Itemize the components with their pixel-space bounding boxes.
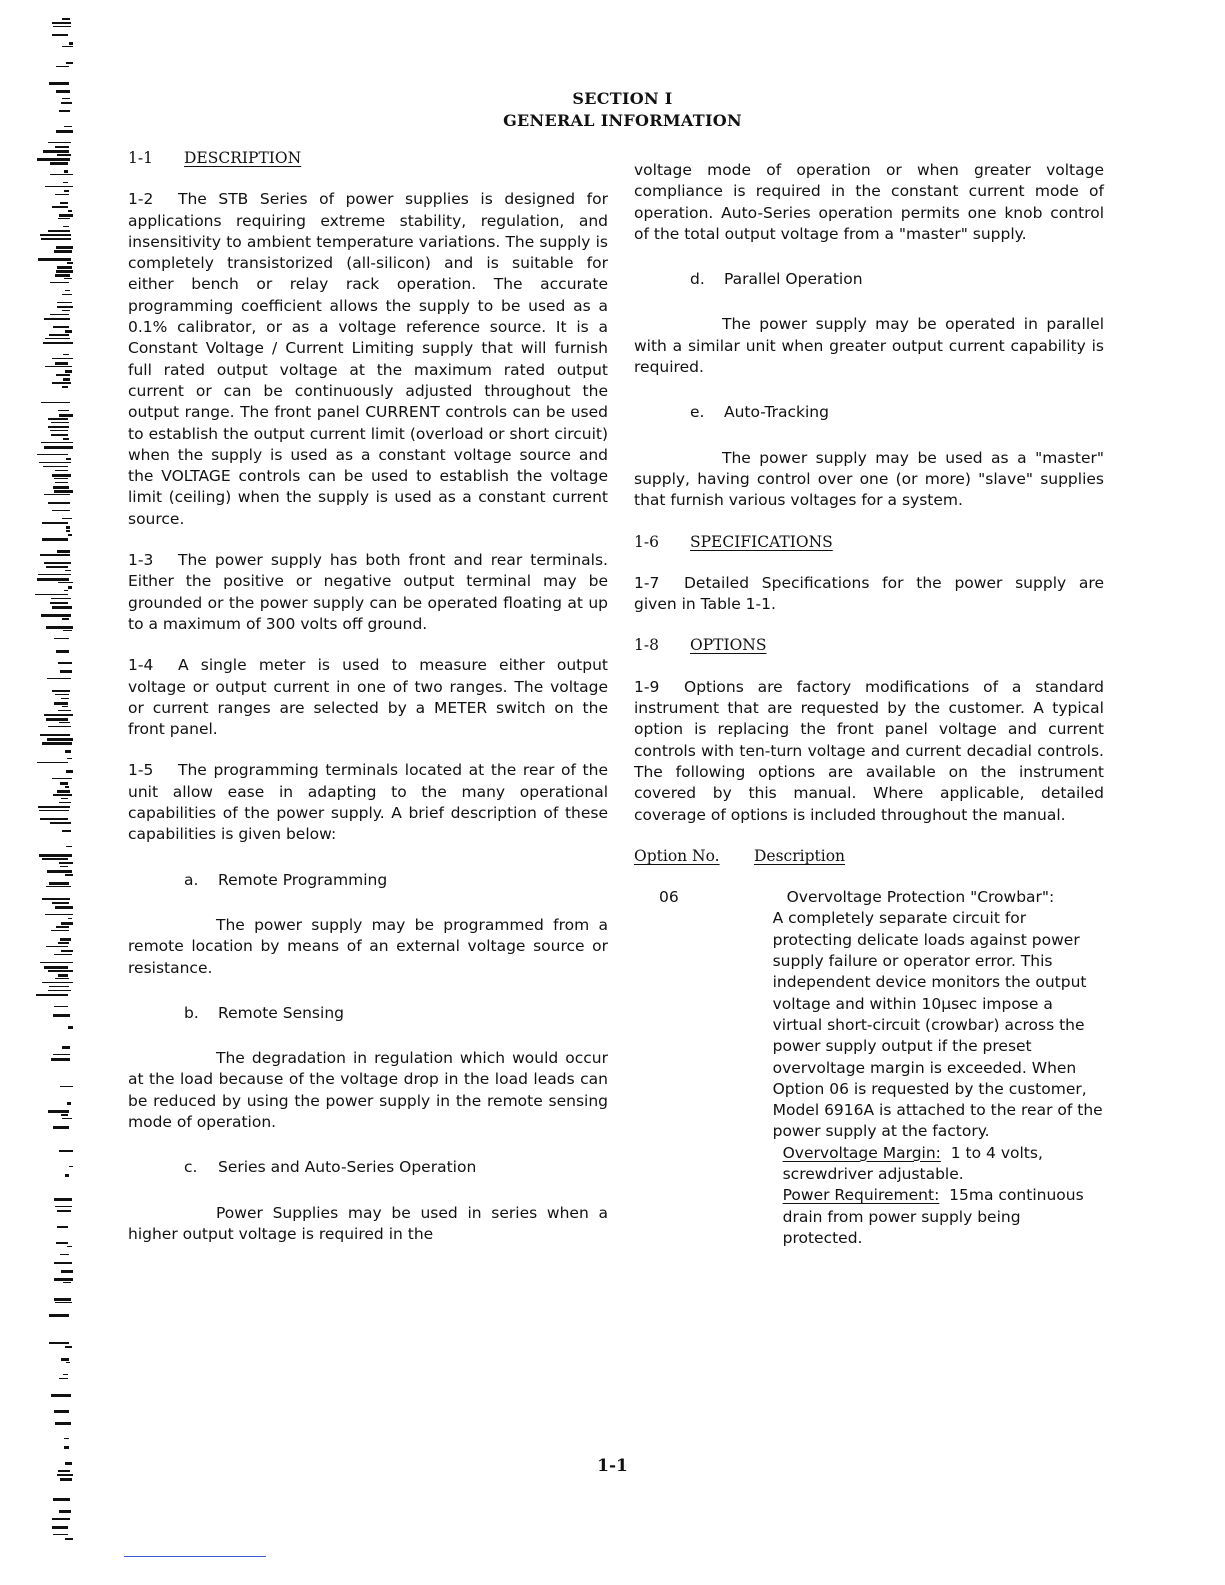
scan-artifact-mark <box>55 906 73 909</box>
scan-artifact-mark <box>56 374 70 376</box>
paragraph-text: The power supply has both front and rear terminals. Either the positive or negative output terminal may be grounded or the power supply can be operated floating at up to a maximum of 300 volts off ground. <box>128 551 608 633</box>
scan-artifact-mark <box>66 770 73 773</box>
scan-artifact-mark <box>59 414 73 417</box>
section-number: SECTION I <box>572 89 673 108</box>
scan-artifact-mark <box>54 638 69 639</box>
scan-artifact-mark <box>55 194 69 195</box>
subheading-letter: d. <box>690 270 705 289</box>
scan-artifact-mark <box>46 946 68 947</box>
scan-artifact-mark <box>63 378 70 381</box>
scan-artifact-mark <box>59 722 70 723</box>
scan-artifact-mark <box>58 582 73 583</box>
scan-artifact-mark <box>61 1358 69 1361</box>
paragraph-remote-sensing: The degradation in regulation which would occur at the load because of the voltage drop in the load leads can be reduced by using the power supply in the remote sensing mode of operation. <box>128 1049 608 1131</box>
scan-artifact-mark <box>36 994 68 996</box>
paragraph-number: 1-3 <box>128 551 154 570</box>
scan-artifact-mark <box>53 1054 70 1055</box>
heading-description <box>128 148 608 169</box>
scan-artifact-mark <box>60 202 68 204</box>
scan-artifact-mark <box>58 410 69 411</box>
right-column <box>634 160 1104 1249</box>
scan-artifact-mark <box>60 1254 69 1255</box>
scan-artifact-mark <box>68 1026 73 1029</box>
scan-artifact-mark <box>65 330 72 333</box>
scan-artifact-mark <box>66 530 70 532</box>
paragraph-1-9 <box>634 677 1104 826</box>
subheading-remote-sensing <box>128 1003 608 1024</box>
scan-artifact-mark <box>54 1410 69 1413</box>
scan-artifact-mark <box>52 474 71 477</box>
options-table-header <box>634 846 1104 867</box>
scan-artifact-mark <box>63 226 69 227</box>
scan-artifact-mark <box>46 718 68 721</box>
scan-artifact-mark <box>53 1498 70 1501</box>
spec-label: Overvoltage Margin: <box>782 1143 941 1162</box>
scan-artifact-mark <box>53 1534 68 1535</box>
scan-artifact-mark <box>52 22 71 24</box>
heading-title: OPTIONS <box>690 636 767 655</box>
scan-artifact-mark <box>68 586 72 589</box>
scan-artifact-mark <box>62 46 73 47</box>
scan-artifact-mark <box>62 310 70 311</box>
scan-artifact-mark <box>65 1174 69 1177</box>
paragraph-number: 1-7 <box>634 573 660 592</box>
scan-artifact-mark <box>40 734 70 736</box>
scan-artifact-mark <box>55 470 68 471</box>
scan-artifact-mark <box>45 366 72 367</box>
scan-artifact-mark <box>51 1394 71 1397</box>
scan-artifact-mark <box>67 1246 72 1247</box>
column-header-description: Description <box>754 846 846 865</box>
scan-artifact-mark <box>69 42 73 45</box>
scan-artifact-mark <box>65 874 73 876</box>
paragraph-number: 1-9 <box>634 677 660 696</box>
scan-artifact-mark <box>44 966 68 969</box>
scan-artifact-mark <box>58 218 70 219</box>
scan-artifact-mark <box>59 1378 68 1379</box>
scan-artifact-mark <box>49 82 69 85</box>
scan-artifact-mark <box>48 418 68 420</box>
scan-artifact-mark <box>62 1118 72 1119</box>
scan-artifact-mark <box>48 726 71 727</box>
scan-artifact-mark <box>43 466 68 467</box>
subheading-auto-tracking <box>634 402 1104 423</box>
subheading-title: Remote Sensing <box>218 1003 344 1022</box>
scan-artifact-mark <box>48 1110 69 1113</box>
subheading-letter: c. <box>184 1158 198 1177</box>
scan-artifact-mark <box>52 510 70 511</box>
scan-artifact-mark <box>57 154 71 156</box>
scan-artifact-mark <box>60 1086 73 1087</box>
scan-artifact-mark <box>46 626 73 629</box>
scan-artifact-mark <box>52 606 72 609</box>
scan-artifact-mark <box>41 402 70 403</box>
scan-artifact-mark <box>55 1422 71 1425</box>
scan-artifact-mark <box>66 526 70 529</box>
scan-artifact-mark <box>65 750 71 753</box>
scan-artifact-mark <box>63 630 72 631</box>
subheading-parallel-operation <box>634 269 1104 290</box>
scan-artifact-mark <box>48 970 73 972</box>
scan-artifact-mark <box>41 614 71 617</box>
scan-artifact-mark <box>49 1314 69 1317</box>
scan-artifact-mark <box>64 170 68 173</box>
paragraph-1-3 <box>128 550 608 635</box>
paragraph-series-operation: Power Supplies may be used in series when a higher output voltage is required in the <box>128 1203 608 1243</box>
scan-artifact-mark <box>53 26 71 27</box>
scan-artifact-mark <box>53 326 69 328</box>
paragraph-number: 1-2 <box>128 190 154 209</box>
scan-artifact-mark <box>62 18 70 20</box>
scan-artifact-mark <box>42 858 68 860</box>
scan-artifact-mark <box>42 538 68 541</box>
scan-artifact-mark <box>52 1518 70 1520</box>
paragraph-1-2 <box>128 189 608 530</box>
heading-number: 1-1 <box>128 149 153 167</box>
scan-artifact-mark <box>37 762 68 763</box>
scan-artifact-mark <box>35 594 68 595</box>
scan-artifact-mark <box>44 318 70 320</box>
scan-artifact-mark <box>65 1346 72 1348</box>
scan-artifact-mark <box>68 210 72 212</box>
scan-artifact-mark <box>54 1198 72 1201</box>
scan-artifact-mark <box>62 518 72 519</box>
section-title: GENERAL INFORMATION <box>503 111 742 130</box>
scan-artifact-mark <box>52 382 71 384</box>
scan-artifact-mark <box>47 738 73 741</box>
heading-title: DESCRIPTION <box>184 149 302 167</box>
scan-artifact-mark <box>45 914 73 915</box>
scan-artifact-mark <box>48 230 70 232</box>
heading-title: SPECIFICATIONS <box>690 532 833 551</box>
subheading-series-operation <box>128 1157 608 1178</box>
scan-artifact-mark <box>54 1262 72 1264</box>
scan-artifact-mark <box>53 1126 69 1129</box>
scan-artifact-mark <box>64 590 68 591</box>
scan-artifact-mark <box>67 758 72 759</box>
spec-value: 15ma continuous drain from power supply being protected. <box>782 1186 1084 1247</box>
scan-artifact-mark <box>58 942 69 944</box>
scan-artifact-mark <box>48 142 71 143</box>
scan-artifact-mark <box>65 786 69 788</box>
scan-artifact-mark <box>40 818 68 820</box>
spec-value: 1 to 4 volts, screwdriver adjustable. <box>782 1143 1043 1183</box>
scan-artifact-mark <box>55 274 70 277</box>
scan-artifact-mark <box>50 314 69 315</box>
scan-artifact-mark <box>61 1114 68 1116</box>
scan-artifact-mark <box>39 854 72 857</box>
scan-artifact-mark <box>59 1150 73 1152</box>
scan-artifact-mark <box>54 1298 71 1301</box>
scan-artifact-mark <box>50 282 69 283</box>
scan-artifact-mark <box>48 426 69 428</box>
scan-artifact-mark <box>55 978 69 979</box>
scan-artifact-mark <box>44 714 73 716</box>
scan-artifact-mark <box>64 278 72 279</box>
scan-artifact-mark <box>44 446 73 449</box>
paragraph-remote-programming: The power supply may be programmed from a remote location by means of an external voltage source or resistance. <box>128 915 608 977</box>
scan-artifact-mark <box>55 482 68 483</box>
scan-artifact-mark <box>68 534 72 536</box>
scan-artifact-mark <box>38 574 71 575</box>
scan-artifact-mark <box>50 602 68 604</box>
scan-artifact-mark <box>65 1538 73 1540</box>
scan-artifact-mark <box>60 782 68 785</box>
scan-artifact-mark <box>54 250 72 253</box>
scan-artifact-mark <box>49 986 69 987</box>
scan-artifact-mark <box>43 342 73 344</box>
paragraph-text: The STB Series of power supplies is designed for applications requiring extreme stability, regulation, and insensitivity to ambient temperature variations. The supply is completely transistorized (all-silicon) and is suitable for either bench or relay rack operation. The accurate programming coefficient allows the supply to be used as a 0.1% calibrator, or as a voltage reference source. It is a Constant Voltage / Current Limiting supply that will furnish full rated output voltage at the maximum rated output current or can be continuously adjusted throughout the output range. The front panel CURRENT controls can be used to establish the output current limit (overload or short circuit) when the supply is used as a constant voltage source and the VOLTAGE controls can be used to establish the voltage limit (ceiling) when the supply is used as a constant current source. <box>128 190 608 528</box>
scan-artifact-mark <box>38 806 70 808</box>
scan-artifact-mark <box>56 650 69 653</box>
scan-artifact-mark <box>56 926 69 928</box>
left-column <box>128 148 608 1245</box>
paragraph-number: 1-5 <box>128 761 154 780</box>
scan-artifact-mark <box>51 422 69 423</box>
heading-number: 1-8 <box>634 636 659 655</box>
scan-artifact-mark <box>63 354 69 355</box>
scan-artifact-mark <box>52 902 69 904</box>
scan-artifact-mark <box>47 870 72 873</box>
scan-artifact-mark <box>54 954 72 955</box>
scan-artifact-mark <box>66 1362 70 1363</box>
scan-artifact-mark <box>64 190 69 192</box>
option-description <box>773 887 1104 1249</box>
scan-artifact-mark <box>63 1282 71 1283</box>
paragraph-parallel-operation: The power supply may be operated in parallel with a similar unit when greater output current capability is required. <box>634 315 1104 377</box>
option-title: Overvoltage Protection "Crowbar": <box>786 888 1055 907</box>
scan-artifact-mark <box>59 802 71 803</box>
paragraph-1-4 <box>128 655 608 740</box>
subheading-title: Parallel Operation <box>724 270 863 289</box>
scan-artifact-mark <box>46 886 71 887</box>
scan-artifact-mark <box>57 266 72 269</box>
paragraph-1-7 <box>634 573 1104 616</box>
scan-artifact-mark <box>50 162 68 165</box>
scan-artifact-mark <box>37 158 70 161</box>
scan-artifact-mark <box>41 442 73 443</box>
scan-artifact-mark <box>61 950 73 952</box>
bottom-edge-line <box>124 1556 266 1557</box>
scan-artifact-mark <box>55 146 69 148</box>
scan-artifact-mark <box>44 494 70 495</box>
scan-artifact-mark <box>40 234 71 236</box>
scan-artifact-mark <box>54 490 73 493</box>
scan-artifact-mark <box>62 618 69 620</box>
heading-number: 1-6 <box>634 532 659 551</box>
scan-artifact-mark <box>38 258 71 261</box>
scan-artifact-mark <box>37 454 68 455</box>
scan-artifact-mark <box>55 1302 72 1303</box>
scan-artifact-mark <box>54 702 68 705</box>
subheading-title: Auto-Tracking <box>724 403 829 422</box>
scan-artifact-mark <box>64 1438 69 1439</box>
scan-artifact-mark <box>60 1478 72 1481</box>
heading-options <box>634 635 1104 656</box>
scan-artifact-mark <box>66 62 73 64</box>
scan-artifact-mark <box>66 458 71 460</box>
scan-artifact-mark <box>57 306 73 308</box>
paragraph-text: The programming terminals located at the rear of the unit allow ease in adapting to the many operational capabilities of the power supply. A brief description of these capabilities is given below: <box>128 761 608 844</box>
scan-artifact-mark <box>52 358 73 359</box>
subheading-title: Series and Auto-Series Operation <box>218 1158 477 1177</box>
scan-artifact-mark <box>55 362 68 365</box>
scan-artifact-mark <box>42 522 68 524</box>
scan-artifact-mark <box>39 810 69 811</box>
scan-artifact-mark <box>47 678 71 679</box>
scan-artifact-mark <box>58 974 68 977</box>
scan-artifact-mark <box>50 822 71 824</box>
scan-artifact-mark <box>45 186 73 187</box>
option-text: A completely separate circuit for protecting delicate loads against power supply failure or operator error. This independent device monitors the output voltage and within 10µsec impose a virtual short-circuit (crowbar) across the power supply output if the preset overvoltage margin is exceeded. When Option 06 is requested by the customer, Model 6916A is attached to the rear of the power supply at the factory. <box>772 909 1103 1141</box>
scan-artifact-mark <box>67 1102 71 1105</box>
scan-artifact-mark <box>52 778 72 779</box>
scan-artifact-mark <box>63 438 69 440</box>
scan-artifact-mark <box>49 1342 69 1344</box>
scan-artifact-mark <box>48 990 71 991</box>
paragraph-1-5 <box>128 760 608 845</box>
scan-artifact-mark <box>51 598 71 599</box>
scan-artifact-mark <box>65 570 71 571</box>
scan-artifact-mark <box>61 798 68 799</box>
scan-artifact-mark <box>60 866 68 867</box>
scan-artifact-mark <box>60 670 72 673</box>
scan-artifact-mark <box>67 262 73 264</box>
scan-artifact-mark <box>51 1058 70 1061</box>
paragraph-text: Detailed Specifications for the power supply are given in Table 1-1. <box>634 573 1104 614</box>
scan-artifact-mark <box>54 478 68 479</box>
scan-artifact-mark <box>40 962 73 963</box>
subheading-letter: e. <box>690 403 705 422</box>
scan-artifact-mark <box>52 690 70 692</box>
scan-artifact-mark <box>52 1526 68 1529</box>
heading-specifications <box>634 532 1104 553</box>
scan-artifact-mark <box>57 1226 68 1228</box>
scan-artifact-mark <box>65 290 70 291</box>
paragraph-text: A single meter is used to measure either output voltage or output current in one of two ranges. The voltage or current ranges are selected by a METER switch on the front panel. <box>128 656 608 739</box>
scan-artifact-mark <box>66 846 72 847</box>
scan-artifact-mark <box>58 662 72 664</box>
scan-artifact-mark <box>58 710 71 711</box>
scan-artifact-mark <box>57 302 72 303</box>
scan-binding-artifacts <box>30 0 72 1585</box>
scan-artifact-mark <box>49 882 69 885</box>
scan-artifact-mark <box>49 334 69 336</box>
section-header <box>0 88 1225 132</box>
scan-artifact-mark <box>54 1278 73 1281</box>
scan-artifact-mark <box>60 938 71 941</box>
scan-artifact-mark <box>56 66 69 67</box>
scan-artifact-mark <box>40 554 70 556</box>
scan-artifact-mark <box>50 174 73 175</box>
scan-artifact-mark <box>51 930 69 931</box>
page-number-text: 1-1 <box>597 1456 628 1476</box>
scan-artifact-mark <box>69 1166 73 1167</box>
scan-artifact-mark <box>61 698 69 699</box>
scan-artifact-mark <box>53 1014 70 1017</box>
scan-artifact-mark <box>65 370 72 373</box>
scan-artifact-mark <box>57 550 70 553</box>
option-spec-power-requirement <box>773 1185 1104 1249</box>
scan-artifact-mark <box>51 434 68 436</box>
scan-artifact-mark <box>62 830 71 832</box>
scan-artifact-mark <box>61 1270 73 1273</box>
paragraph-auto-tracking: The power supply may be used as a "master" supply, having control over one (or more) "slave" supplies that furnish various voltages for a system. <box>634 448 1104 510</box>
subheading-title: Remote Programming <box>218 870 388 889</box>
scan-artifact-mark <box>45 338 70 339</box>
scan-artifact-mark <box>42 982 73 983</box>
scan-artifact-mark <box>59 1510 71 1513</box>
option-spec-overvoltage-margin <box>773 1143 1104 1186</box>
scan-artifact-mark <box>55 1206 72 1207</box>
spec-label: Power Requirement: <box>782 1186 940 1205</box>
scan-artifact-mark <box>55 694 69 695</box>
scan-artifact-mark <box>53 794 72 796</box>
scan-artifact-mark <box>59 862 73 864</box>
page-number <box>0 1456 1225 1476</box>
scan-artifact-mark <box>56 270 73 273</box>
paragraph-text: Options are factory modifications of a standard instrument that are requested by the customer. A typical option is replacing the front panel voltage and current controls with ten-turn voltage and current decadial controls. The following options are available on the instrument covered by this manual. Where applicable, detailed coverage of options is included throughout the manual. <box>634 677 1104 824</box>
subheading-letter: b. <box>184 1003 199 1022</box>
scan-artifact-mark <box>39 462 71 463</box>
scan-artifact-mark <box>41 238 71 240</box>
options-table-row <box>634 887 1104 1249</box>
scan-artifact-mark <box>64 1446 69 1449</box>
scan-artifact-mark <box>43 150 69 153</box>
subheading-letter: a. <box>184 870 199 889</box>
scan-artifact-mark <box>48 502 70 504</box>
scan-artifact-mark <box>62 706 68 707</box>
scan-artifact-mark <box>62 1046 70 1049</box>
scan-artifact-mark <box>57 790 70 793</box>
scan-artifact-mark <box>56 246 73 249</box>
scan-artifact-mark <box>63 1374 68 1375</box>
paragraph-series-operation-continued: voltage mode of operation or when greater voltage compliance is required in the constant current mode of operation. Auto-Series operation permits one knob control of the total output voltage from a "master" supply. <box>634 161 1104 243</box>
scan-artifact-mark <box>52 206 68 208</box>
scan-artifact-mark <box>62 294 72 295</box>
scan-artifact-mark <box>59 214 73 217</box>
option-number: 06 <box>659 888 679 907</box>
scan-artifact-mark <box>63 182 68 183</box>
scan-artifact-mark <box>46 566 68 568</box>
scan-artifact-mark <box>52 34 68 36</box>
scan-artifact-mark <box>56 1242 68 1244</box>
scan-artifact-mark <box>50 430 68 431</box>
subheading-remote-programming <box>128 870 608 891</box>
scan-artifact-mark <box>42 742 72 745</box>
scan-artifact-mark <box>54 1006 68 1007</box>
scan-artifact-mark <box>44 562 71 564</box>
column-header-option-no: Option No. <box>634 846 720 865</box>
scan-artifact-mark <box>53 486 69 489</box>
scan-artifact-mark <box>61 922 73 925</box>
scan-artifact-mark <box>57 1210 71 1212</box>
scan-artifact-mark <box>42 898 70 900</box>
scan-artifact-mark <box>62 386 68 388</box>
scan-artifact-mark <box>68 918 72 919</box>
scan-artifact-mark <box>37 578 69 581</box>
paragraph-number: 1-4 <box>128 656 154 675</box>
